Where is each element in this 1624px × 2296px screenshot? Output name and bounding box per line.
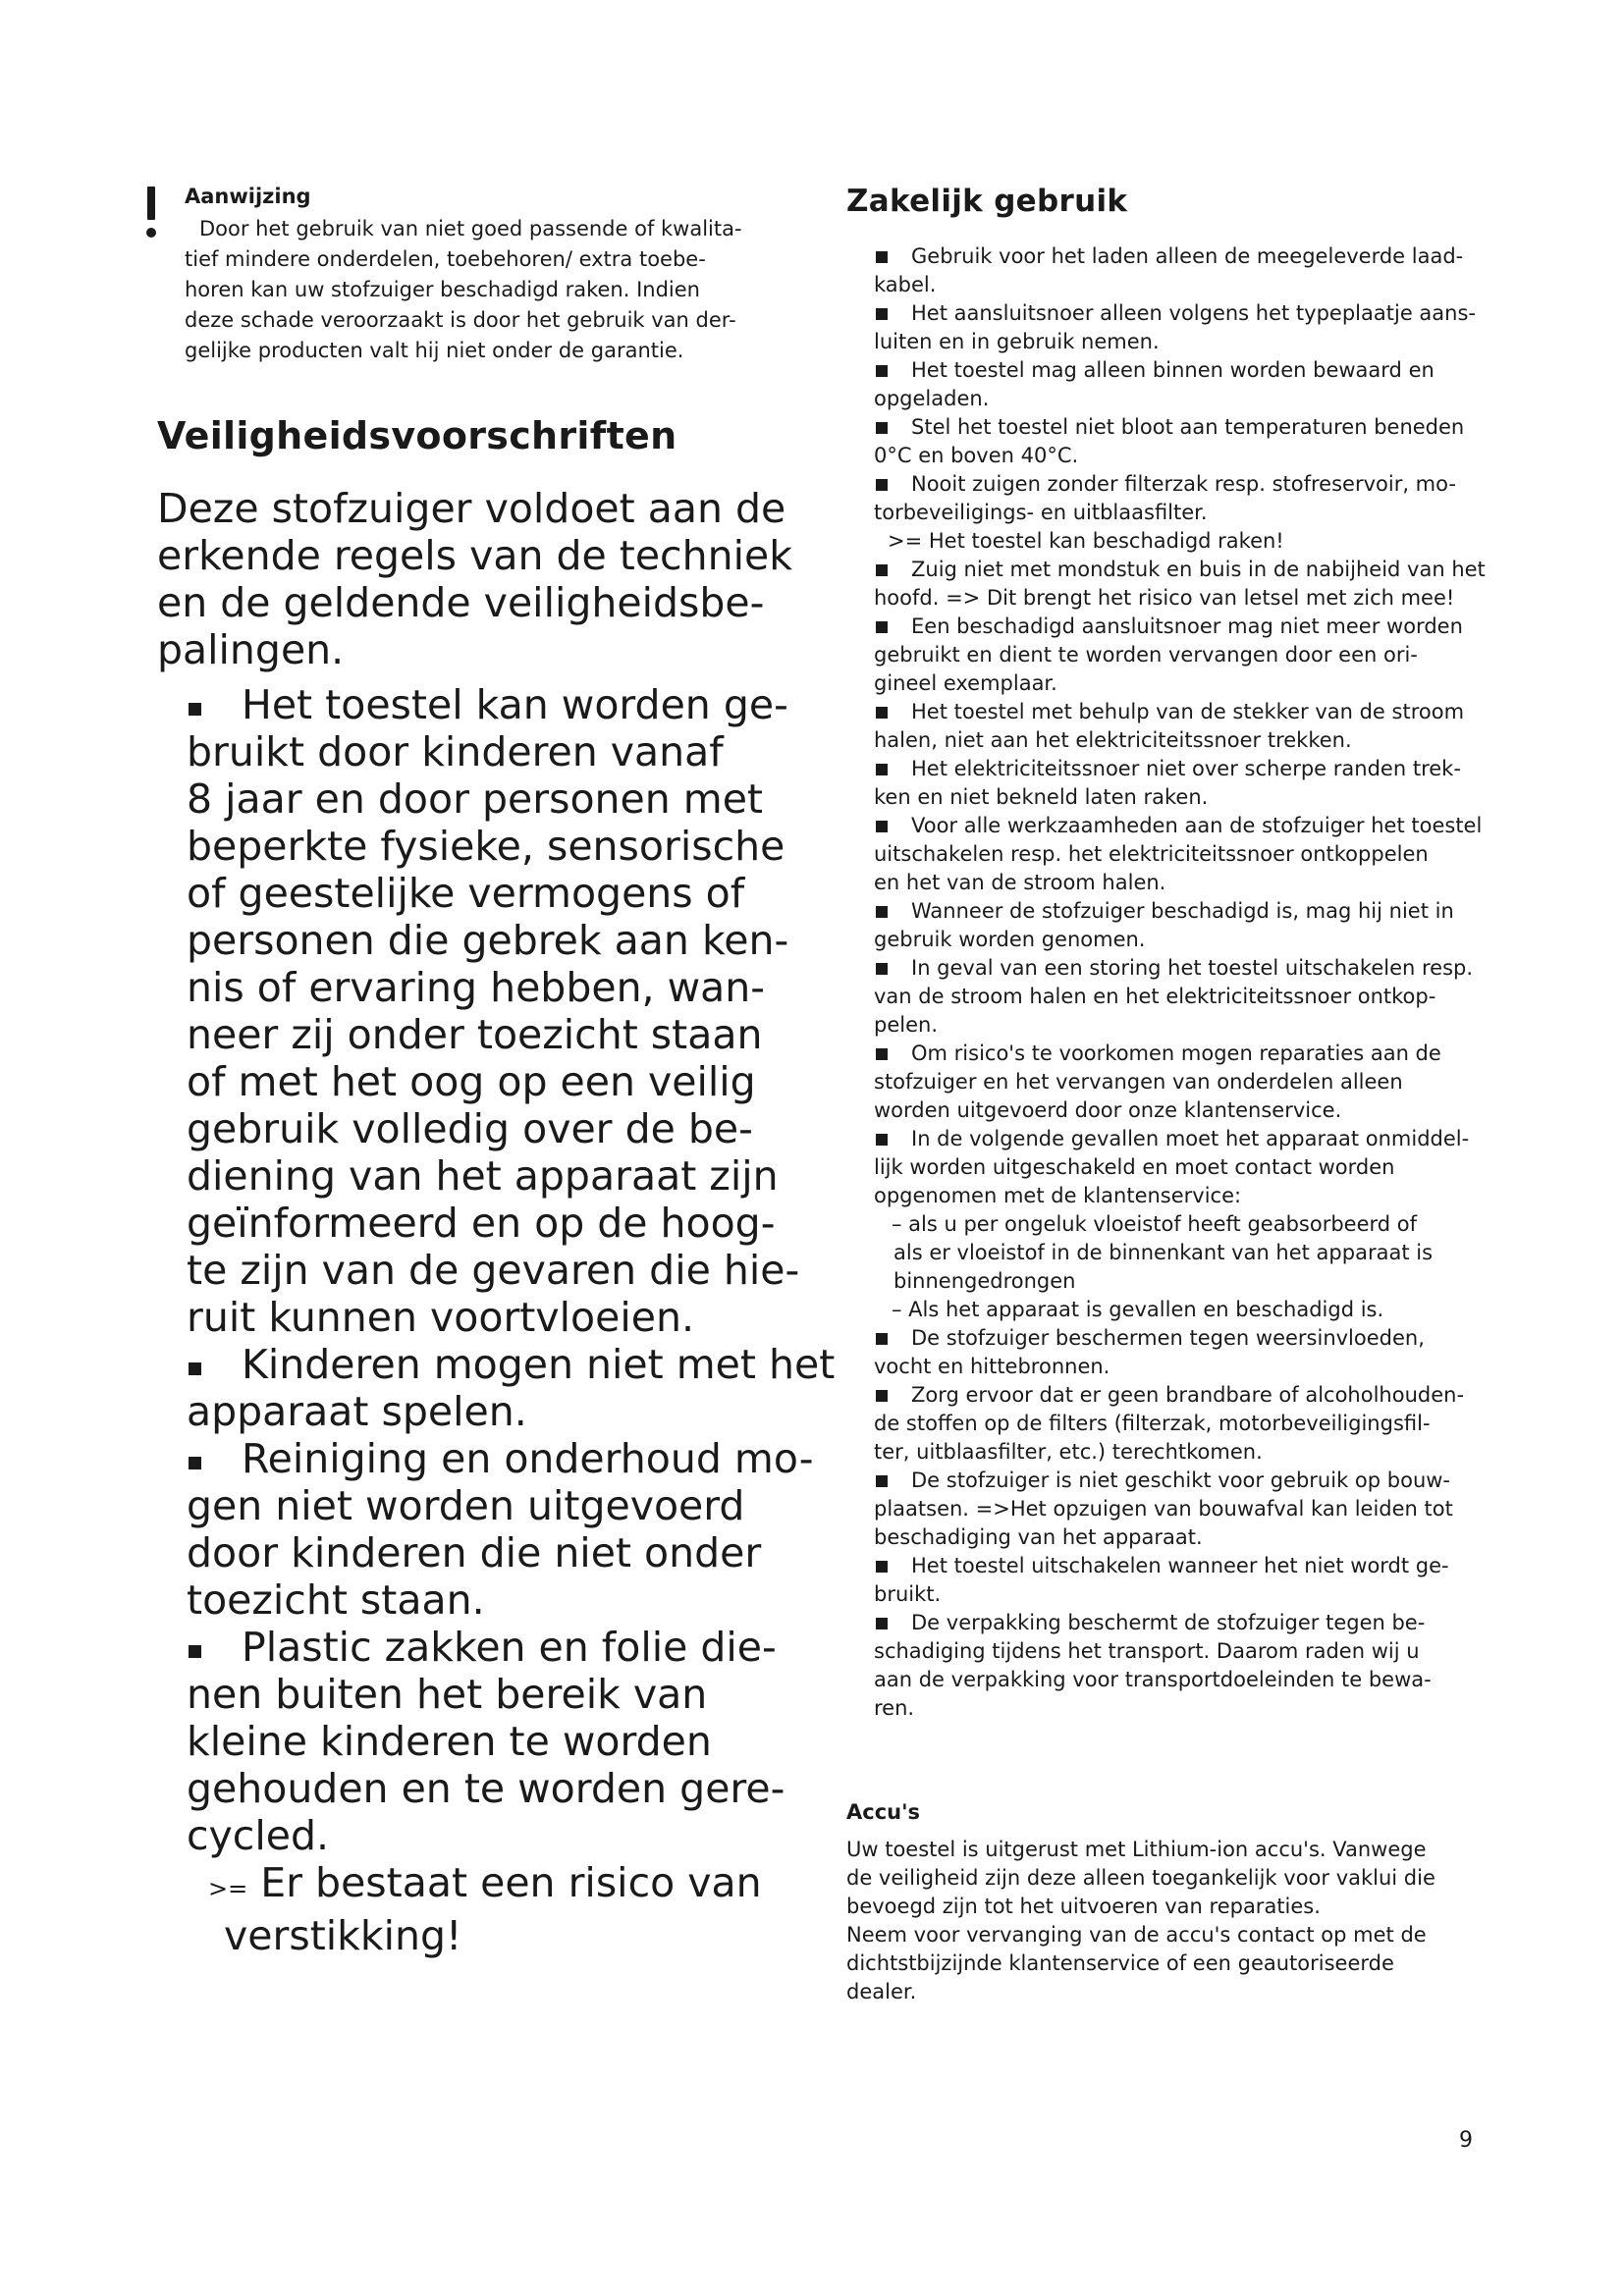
list-item <box>187 1435 846 1482</box>
item-line: nen buiten het bereik van <box>187 1671 708 1718</box>
item-line: schadiging tijdens het transport. Daarom raden wij u <box>874 1639 1420 1663</box>
item-line: vocht en hittebronnen. <box>874 1355 1110 1378</box>
accu-line: de veiligheid zijn deze alleen toegankelijk voor vaklui die <box>846 1866 1435 1890</box>
bullet-square-icon <box>876 308 888 320</box>
bullet-square-icon <box>189 1362 201 1375</box>
item-line: De stofzuiger beschermen tegen weersinvloeden, <box>911 1326 1425 1350</box>
item-line: opgeladen. <box>874 387 990 410</box>
list-item <box>874 1552 1514 1609</box>
item-line: luiten en in gebruik nemen. <box>874 330 1160 353</box>
list-item <box>874 1040 1514 1125</box>
item-line: ken en niet bekneld laten raken. <box>874 785 1209 809</box>
accu-line: bevoegd zijn tot het uitvoeren van reparaties. <box>846 1895 1321 1918</box>
item-line: door kinderen die niet onder <box>187 1529 762 1576</box>
list-item <box>874 1467 1514 1552</box>
bullet-square-icon <box>876 422 888 434</box>
item-line: gehouden en te worden gere- <box>187 1765 785 1812</box>
item-line: Het toestel mag alleen binnen worden bewaard en <box>911 358 1435 382</box>
list-item <box>187 1341 846 1388</box>
item-line: kabel. <box>874 273 937 296</box>
item-line: Kinderen mogen niet met het <box>242 1341 836 1388</box>
item-line: plaatsen. =>Het opzuigen van bouwafval kan leiden tot <box>874 1497 1453 1521</box>
note-line: horen kan uw stofzuiger beschadigd raken. Indien <box>185 278 700 301</box>
list-item <box>874 954 1514 1040</box>
item-line: Het toestel uitschakelen wanneer het niet wordt ge- <box>911 1554 1449 1577</box>
list-item <box>874 470 1514 527</box>
item-line: als er vloeistof in de binnenkant van het apparaat is <box>893 1241 1434 1264</box>
item-line: en het van de stroom halen. <box>874 871 1166 894</box>
bullet-square-icon <box>876 906 888 918</box>
item-line: opgenomen met de klantenservice: <box>874 1184 1242 1207</box>
bullet-square-icon <box>876 1475 888 1487</box>
item-line: stofzuiger en het vervangen van onderdelen alleen <box>874 1070 1403 1094</box>
item-line: Voor alle werkzaamheden aan de stofzuiger het toestel <box>911 814 1483 837</box>
item-line: Het toestel kan worden ge- <box>242 681 788 728</box>
item-line: van de stroom halen en het elektriciteitssnoer ontkop- <box>874 985 1436 1008</box>
bullet-square-icon <box>876 764 888 775</box>
list-item <box>187 681 846 728</box>
item-line: Een beschadigd aansluitsnoer mag niet meer worden <box>911 614 1463 638</box>
item-line: torbeveiligings- en uitblaasfilter. <box>874 501 1208 524</box>
bullet-square-icon <box>876 1134 888 1146</box>
item-line: neer zij onder toezicht staan <box>187 1011 763 1058</box>
safety-intro <box>157 485 800 673</box>
item-line: apparaat spelen. <box>187 1388 527 1435</box>
note-line: deze schade veroorzaakt is door het gebruik van der- <box>185 308 736 332</box>
accu-line: dichtstbijzijnde klantenservice of een geautoriseerde <box>846 1951 1394 1975</box>
list-item <box>874 755 1514 812</box>
list-item <box>874 556 1514 613</box>
warning-note <box>874 527 1514 556</box>
item-line: uitschakelen resp. het elektriciteitssnoer ontkoppelen <box>874 842 1429 866</box>
item-line: kleine kinderen te worden <box>187 1718 712 1765</box>
note-line: Door het gebruik van niet goed passende of kwalita- <box>199 217 742 240</box>
list-item <box>874 356 1514 413</box>
item-line: bruikt. <box>874 1582 942 1606</box>
warning-line: Er bestaat een risico van <box>260 1859 762 1906</box>
note-title: Aanwijzing <box>185 185 311 208</box>
bullet-square-icon <box>876 1561 888 1573</box>
list-item-continuation <box>187 1482 846 1624</box>
list-item <box>874 1125 1514 1210</box>
item-line: ter, uitblaasfilter, etc.) terechtkomen. <box>874 1440 1263 1464</box>
list-item <box>187 1624 846 1671</box>
item-line: ren. <box>874 1696 915 1720</box>
intro-line: Deze stofzuiger voldoet aan de <box>157 485 786 532</box>
dash-item <box>874 1296 1514 1324</box>
item-line: diening van het apparaat zijn <box>187 1152 779 1200</box>
item-line: Nooit zuigen zonder filterzak resp. stofreservoir, mo- <box>911 472 1456 496</box>
list-item <box>874 698 1514 755</box>
bullet-square-icon <box>876 821 888 832</box>
item-line: Het toestel met behulp van de stekker van de stroom <box>911 700 1465 723</box>
item-line: worden uitgevoerd door onze klantenservice. <box>874 1098 1342 1122</box>
item-line: Reiniging en onderhoud mo- <box>242 1435 814 1482</box>
accu-body <box>846 1836 1485 2006</box>
bullet-square-icon <box>876 621 888 633</box>
item-line: of geestelijke vermogens of <box>187 870 745 917</box>
page-number: 9 <box>1459 2128 1473 2153</box>
bullet-square-icon <box>876 479 888 491</box>
bullet-square-icon <box>876 1048 888 1060</box>
list-item-continuation <box>187 1388 846 1435</box>
item-line: – als u per ongeluk vloeistof heeft geabsorbeerd of <box>892 1212 1418 1236</box>
note-line: tief mindere onderdelen, toebehoren/ extra toebe- <box>185 247 706 271</box>
intro-line: en de geldende veiligheidsbe- <box>157 579 765 626</box>
accu-line: dealer. <box>846 1980 917 2003</box>
item-line: Wanneer de stofzuiger beschadigd is, mag hij niet in <box>911 899 1454 923</box>
list-item <box>874 1609 1514 1723</box>
item-line: De verpakking beschermt de stofzuiger tegen be- <box>911 1611 1426 1634</box>
item-line: lijk worden uitgeschakeld en moet contact worden <box>874 1155 1395 1179</box>
dash-item <box>874 1210 1514 1239</box>
item-line: pelen. <box>874 1013 938 1037</box>
dash-item-continuation <box>874 1267 1514 1296</box>
item-line: >= Het toestel kan beschadigd raken! <box>888 529 1284 553</box>
warning-symbol: >= <box>208 1875 248 1902</box>
business-list <box>874 242 1514 1723</box>
list-item <box>874 299 1514 356</box>
item-line: de stoffen op de filters (filterzak, motorbeveiligingsfil- <box>874 1412 1431 1435</box>
item-line: 0°C en boven 40°C. <box>874 444 1079 467</box>
item-line: beperkte fysieke, sensorische <box>187 823 785 870</box>
list-item <box>874 413 1514 470</box>
bullet-square-icon <box>189 703 201 716</box>
list-item <box>874 1381 1514 1467</box>
item-line: beschadiging van het apparaat. <box>874 1525 1203 1549</box>
bullet-square-icon <box>876 365 888 377</box>
intro-line: palingen. <box>157 626 345 673</box>
item-line: gebruik worden genomen. <box>874 928 1146 951</box>
note-body <box>185 214 785 366</box>
accu-heading: Accu's <box>846 1800 921 1824</box>
bullet-square-icon <box>189 1645 201 1658</box>
intro-line: erkende regels van de techniek <box>157 532 792 579</box>
list-item <box>874 897 1514 954</box>
item-line: nis of ervaring hebben, wan- <box>187 964 766 1011</box>
bullet-square-icon <box>876 1618 888 1629</box>
item-line: gen niet worden uitgevoerd <box>187 1482 745 1529</box>
item-line: Om risico's te voorkomen mogen reparaties aan de <box>911 1041 1441 1065</box>
item-line: te zijn van de gevaren die hie- <box>187 1247 800 1294</box>
item-line: Zuig niet met mondstuk en buis in de nabijheid van het <box>911 558 1486 581</box>
item-line: halen, niet aan het elektriciteitssnoer trekken. <box>874 728 1352 752</box>
accu-line: Neem voor vervanging van de accu's contact op met de <box>846 1923 1427 1947</box>
item-line: gebruikt en dient te worden vervangen door een ori- <box>874 643 1418 667</box>
item-line: aan de verpakking voor transportdoeleinden te bewa- <box>874 1668 1432 1691</box>
item-line: Het elektriciteitssnoer niet over scherpe randen trek- <box>911 757 1461 780</box>
item-line: personen die gebrek aan ken- <box>187 917 789 964</box>
warning-note <box>187 1859 846 1912</box>
bullet-square-icon <box>876 963 888 975</box>
item-line: ruit kunnen voortvloeien. <box>187 1294 694 1341</box>
item-line: – Als het apparaat is gevallen en beschadigd is. <box>892 1298 1384 1321</box>
item-line: 8 jaar en door personen met <box>187 775 763 823</box>
safety-heading: Veiligheidsvoorschriften <box>157 414 677 457</box>
note-line: gelijke producten valt hij niet onder de garantie. <box>185 339 684 362</box>
item-line: gineel exemplaar. <box>874 671 1057 695</box>
warning-note-continuation <box>187 1912 846 1959</box>
list-item <box>874 613 1514 698</box>
item-line: Gebruik voor het laden alleen de meegeleverde laad- <box>911 244 1464 268</box>
item-line: In de volgende gevallen moet het apparaat onmiddel- <box>911 1127 1470 1150</box>
item-line: In geval van een storing het toestel uitschakelen resp. <box>911 956 1474 980</box>
list-item-continuation <box>187 1671 846 1859</box>
list-item <box>874 242 1514 299</box>
warning-line: verstikking! <box>224 1912 462 1959</box>
item-line: Het aansluitsnoer alleen volgens het typeplaatje aans- <box>911 301 1476 325</box>
bullet-square-icon <box>876 1390 888 1402</box>
item-line: cycled. <box>187 1812 330 1859</box>
list-item <box>874 1324 1514 1381</box>
item-line: toezicht staan. <box>187 1576 485 1624</box>
bullet-square-icon <box>876 707 888 719</box>
item-line: bruikt door kinderen vanaf <box>187 728 724 775</box>
accu-line: Uw toestel is uitgerust met Lithium-ion accu's. Vanwege <box>846 1838 1427 1861</box>
item-line: gebruik volledig over de be- <box>187 1105 753 1152</box>
list-item-continuation <box>187 728 846 1341</box>
safety-list <box>187 681 846 1959</box>
item-line: Stel het toestel niet bloot aan temperaturen beneden <box>911 415 1465 439</box>
item-line: geïnformeerd en op de hoog- <box>187 1200 776 1247</box>
item-line: hoofd. => Dit brengt het risico van letsel met zich mee! <box>874 586 1455 610</box>
dash-item-continuation <box>874 1239 1514 1267</box>
business-heading: Zakelijk gebruik <box>846 184 1128 219</box>
bullet-square-icon <box>876 564 888 576</box>
list-item <box>874 812 1514 897</box>
exclamation-icon <box>143 187 159 245</box>
item-line: Zorg ervoor dat er geen brandbare of alcoholhouden- <box>911 1383 1465 1407</box>
bullet-square-icon <box>876 251 888 263</box>
item-line: binnengedrongen <box>893 1269 1076 1293</box>
bullet-square-icon <box>189 1457 201 1469</box>
item-line: Plastic zakken en folie die- <box>242 1624 777 1671</box>
bullet-square-icon <box>876 1333 888 1345</box>
item-line: of met het oog op een veilig <box>187 1058 756 1105</box>
item-line: De stofzuiger is niet geschikt voor gebruik op bouw- <box>911 1468 1451 1492</box>
